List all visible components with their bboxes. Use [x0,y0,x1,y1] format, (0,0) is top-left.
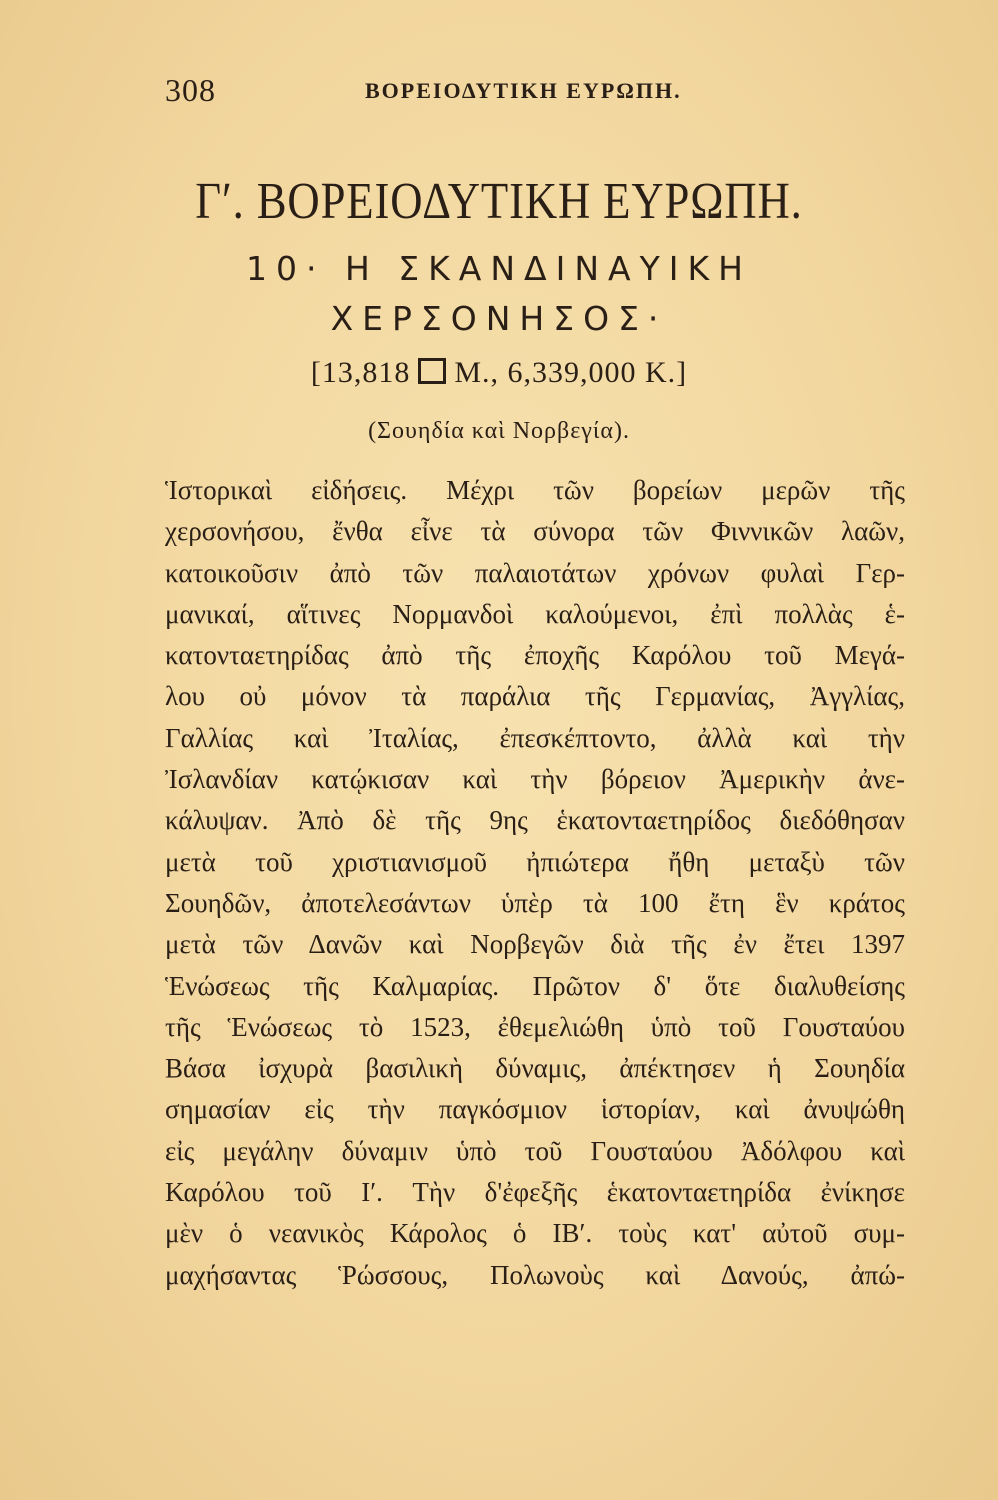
running-head [165,72,905,122]
square-symbol-icon [418,358,446,384]
body-line: Ἑνώσεως τῆς Καλμαρίας. Πρῶτον δ' ὅτε διαλυθείσης [165,970,905,1001]
body-line: τῆς Ἑνώσεως τὸ 1523, ἐθεμελιώθη ὑπὸ τοῦ Γουσταύου [165,1011,905,1042]
body-line: χερσονήσου, ἔνθα εἶνε τὰ σύνορα τῶν Φιννικῶν λαῶν, [165,516,905,547]
running-title: ΒΟΡΕΙΟΔΥΤΙΚΗ ΕΥΡΩΠΗ. [365,78,682,103]
body-line: μανικαί, αἵτινες Νορμανδοὶ καλούμενοι, ἐπὶ πολλὰς ἑ- [165,598,905,629]
body-line: μαχήσαντας Ῥώσσους, Πολωνοὺς καὶ Δανούς, ἀπώ- [165,1259,905,1290]
body-line: Καρόλου τοῦ Iʹ. Τὴν δ'ἐφεξῆς ἑκατονταετηρίδα ἐνίκησε [165,1177,905,1208]
body-line: σημασίαν εἰς τὴν παγκόσμιον ἱστορίαν, καὶ ἀνυψώθη [165,1094,905,1125]
body-line: κατονταετηρίδας ἀπὸ τῆς ἐποχῆς Καρόλου τοῦ Μεγά- [165,640,905,671]
body-text [165,470,905,1296]
body-line: μετὰ τῶν Δανῶν καὶ Νορβεγῶν διὰ τῆς ἐν ἔτει 1397 [165,929,905,960]
body-line: Σουηδῶν, ἀποτελεσάντων ὑπὲρ τὰ 100 ἔτη ἓν κράτος [165,887,905,918]
body-line: Ἱστορικαὶ εἰδήσεις. Μέχρι τῶν βορείων μερῶν τῆς [165,475,905,505]
body-line: Ἰσλανδίαν κατῴκισαν καὶ τὴν βόρειον Ἀμερικὴν ἀνε- [165,764,905,795]
chapter-title-line-1: 10· Η ΣΚΑΝΔΙΝΑΥΙΚΗ [246,249,752,288]
body-line: κάλυψαν. Ἀπὸ δὲ τῆς 9ης ἑκατονταετηρίδος διεδόθησαν [165,805,905,836]
countries-note: (Σουηδία καὶ Νορβεγία). [368,418,630,444]
page-number: 308 [165,72,216,108]
chapter-title-line-2: ΧΕΡΣΟΝΗΣΟΣ· [330,299,668,338]
chapter-title [0,244,998,344]
body-line: μὲν ὁ νεανικὸς Κάρολος ὁ IBʹ. τοὺς κατ' αὐτοῦ συμ- [165,1218,905,1249]
body-line: λου οὐ μόνον τὰ παράλια τῆς Γερμανίας, Ἀγγλίας, [165,681,905,712]
section-title: Γʹ. ΒΟΡΕΙΟΔΥΤΙΚΗ ΕΥΡΩΠΗ. [195,173,803,230]
body-line: μετὰ τοῦ χριστιανισμοῦ ἠπιώτερα ἤθη μεταξὺ τῶν [165,846,905,877]
stats-rest: M., 6,339,000 K.] [454,356,688,389]
body-line: εἰς μεγάλην δύναμιν ὑπὸ τοῦ Γουσταύου Ἀδόλφου καὶ [165,1135,905,1166]
stats-area: [13,818 [310,356,411,389]
area-population-stats [0,356,998,390]
body-line: Βάσα ἰσχυρὰ βασιλικὴ δύναμις, ἀπέκτησεν ἡ Σουηδία [165,1053,905,1084]
body-line: Γαλλίας καὶ Ἰταλίας, ἐπεσκέπτοντο, ἀλλὰ καὶ τὴν [165,722,905,753]
body-line: κατοικοῦσιν ἀπὸ τῶν παλαιοτάτων χρόνων φυλαὶ Γερ- [165,557,905,588]
